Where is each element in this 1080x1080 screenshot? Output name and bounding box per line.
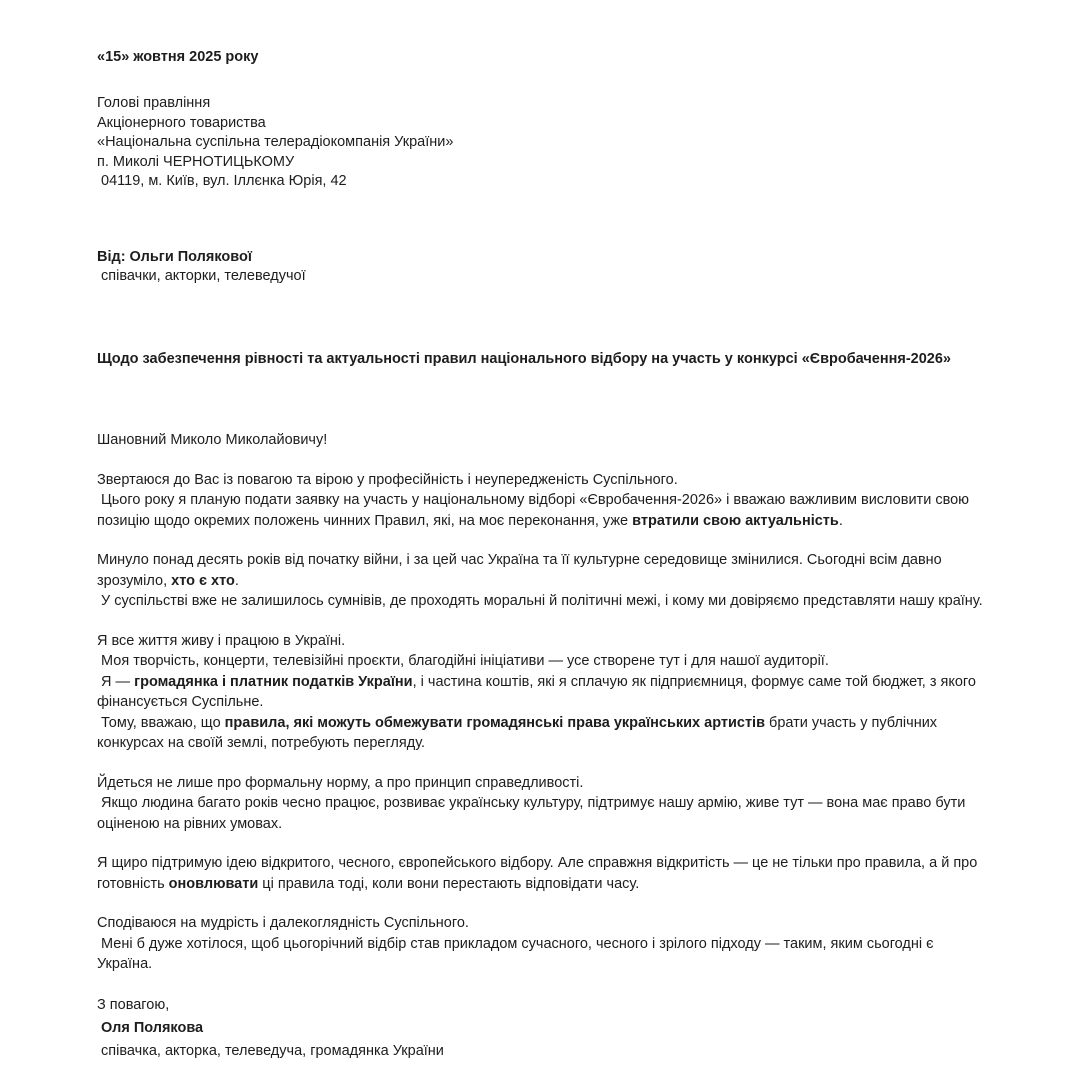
text-line [97,591,985,612]
paragraph [97,853,985,894]
paragraph [97,773,985,835]
text-run: Минуло понад десять років від початку війни, і за цей час Україна та її культурне середовище змінилися. Сьогодні всім давно зрозуміло, [97,552,946,589]
text-line [97,631,985,652]
recipient-line: п. Миколі ЧЕРНОТИЦЬКОМУ [97,153,295,170]
recipient-line: 04119, м. Київ, вул. Іллєнка Юрія, 42 [97,173,347,189]
text-run: Звертаюся до Вас із повагою та вірою у професійність і неупередженість Суспільного. [97,471,678,488]
text-run-bold: оновлювати [168,875,259,892]
text-line [97,490,985,531]
text-run: Мені б дуже хотілося, щоб цьогорічний відбір став прикладом сучасного, чесного і зрілого підходу — таким, яким сьогодні є Україна. [97,935,938,972]
text-line [97,1017,985,1040]
text-line [97,934,985,975]
sender-block [97,248,985,287]
text-run: З повагою, [97,996,170,1013]
letter-date: «15» жовтня 2025 року [97,49,259,65]
sender-from-line: Від: Ольги Полякової [97,248,252,265]
text-run-bold: хто є хто [171,572,235,589]
text-run: Я — [97,673,135,690]
paragraph [97,913,985,975]
closing-block [97,994,985,1063]
text-run: Тому, вважаю, що [97,714,225,731]
recipient-line: Акціонерного товариства [97,114,266,131]
text-run-bold: правила, які можуть обмежувати громадянські права українських артистів [224,714,765,731]
paragraph [97,470,985,532]
text-run: Я все життя живу і працюю в Україні. [97,632,346,649]
recipient-line: «Національна суспільна телерадіокомпанія України» [97,134,454,150]
text-run: Я щиро підтримую ідею відкритого, чесного, європейського відбору. Але справжня відкритість — це не тільки про правила, а й про готовність [97,855,982,892]
text-run: . [838,512,843,529]
text-line [97,994,985,1017]
text-run: Йдеться не лише про формальну норму, а про принцип справедливості. [97,774,584,791]
text-line [97,672,985,713]
text-run: Сподіваюся на мудрість і далекоглядність Суспільного. [97,915,469,931]
text-line [97,773,985,794]
text-line [97,793,985,834]
text-line [97,470,985,491]
salutation: Шановний Миколо Миколайовичу! [97,431,328,448]
text-run-bold: громадянка і платник податків України [134,673,413,690]
text-run: брати участь у публічних конкурсах на своїй землі, потребують перегляду. [97,714,942,751]
recipient-block [97,94,985,192]
text-line [97,651,985,672]
text-run: співачка, акторка, телеведуча, громадянка України [97,1042,444,1059]
text-run: У суспільстві вже не залишилось сумнівів, де проходять моральні й політичні межі, і кому ми довіряємо представляти нашу країну. [97,593,983,609]
text-run: Моя творчість, концерти, телевізійні проєкти, благодійні ініціативи — усе створене тут і для нашої аудиторії. [97,653,829,669]
paragraph [97,550,985,612]
text-line [97,1040,985,1063]
recipient-line: Голові правління [97,95,211,111]
text-line [97,550,985,591]
text-run: Цього року я планую подати заявку на участь у національному відборі «Євробачення-2026» і вважаю важливим висловити свою позицію щодо окремих положень чинних Правил, які, на моє переконання, уже [97,492,974,529]
closing-paragraph [97,994,985,1063]
sender-role-line: співачки, акторки, телеведучої [97,268,306,284]
text-run: , і частина коштів, які я сплачую як підприємниця, формує саме той бюджет, з якого фінансується Суспільне. [97,673,980,710]
text-run: ці правила тоді, коли вони перестають відповідати часу. [258,875,640,892]
text-run: Якщо людина багато років чесно працює, розвиває українську культуру, підтримує нашу армію, живе тут — вона має право бути оціненою на рівних умовах. [97,795,970,832]
text-line [97,713,985,754]
text-run: . [234,572,239,589]
paragraph [97,631,985,754]
text-line [97,853,985,894]
subject-line: Щодо забезпечення рівності та актуальності правил національного відбору на участь у конкурсі «Євробачення-2026» [97,350,951,367]
text-line [97,913,985,934]
text-run-bold: Оля Полякова [97,1019,204,1036]
letter-body [97,470,985,975]
text-run-bold: втратили свою актуальність [632,512,839,529]
